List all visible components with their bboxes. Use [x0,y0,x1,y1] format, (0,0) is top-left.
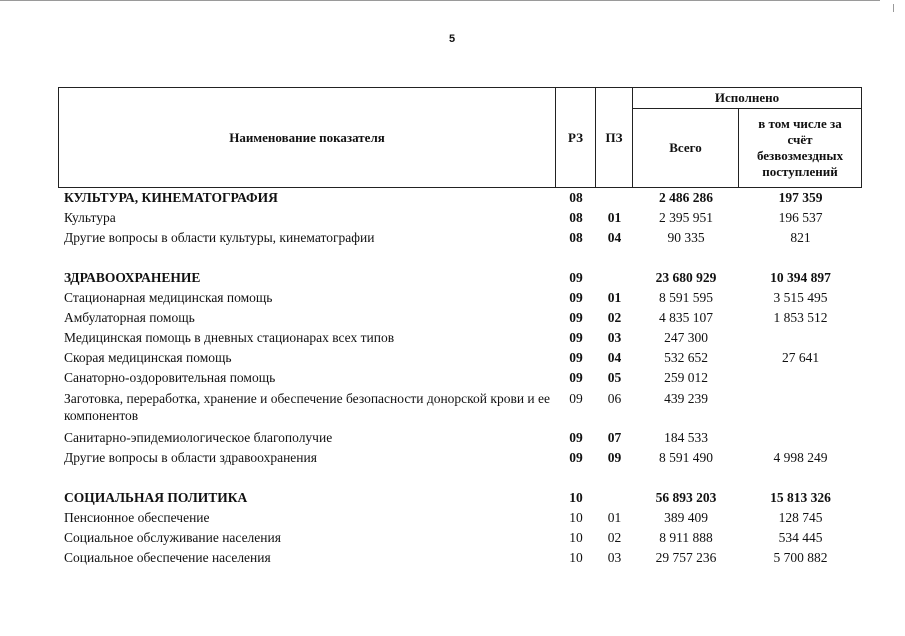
row-pz: 03 [607,330,622,345]
header-rz: РЗ [568,129,583,145]
row-pz: 04 [607,350,622,365]
row-total: 2 395 951 [659,210,713,225]
table-row [0,288,905,308]
row-rz: 09 [569,450,583,465]
row-pz: 07 [607,430,622,445]
row-free: 10 394 897 [770,270,831,285]
header-name: Наименование показателя [229,129,385,145]
row-name: Стационарная медицинская помощь [64,290,273,305]
row-name: Культура [64,210,116,225]
row-rz: 09 [569,310,583,325]
row-name: СОЦИАЛЬНАЯ ПОЛИТИКА [64,490,248,505]
table-row [0,528,905,548]
row-pz: 06 [607,391,622,406]
table-row [0,308,905,328]
row-free: 534 445 [778,530,823,545]
page-top-rule [0,0,880,1]
table-row [0,188,905,208]
row-pz: 02 [607,310,622,325]
row-rz: 08 [569,190,583,205]
row-free: 15 813 326 [770,490,831,505]
row-total: 532 652 [664,350,708,365]
page-number: 5 [448,33,456,45]
table-row [0,228,905,248]
table-row [0,488,905,508]
table-row [0,268,905,288]
row-name: Пенсионное обеспечение [64,510,210,525]
row-rz: 09 [569,350,583,365]
row-total: 4 835 107 [659,310,713,325]
row-name: Другие вопросы в области культуры, кинематографии [64,230,375,245]
row-total: 259 012 [664,370,708,385]
row-name: Скорая медицинская помощь [64,350,232,365]
table-row [0,508,905,528]
row-total: 2 486 286 [659,190,713,205]
header-free-line: поступлений [762,164,838,179]
row-free: 3 515 495 [773,290,828,305]
row-name: Другие вопросы в области здравоохранения [64,450,317,465]
row-pz: 01 [607,290,622,305]
row-name: Социальное обеспечение населения [64,550,271,565]
row-rz: 10 [569,490,583,505]
row-pz: 01 [607,510,622,525]
header-free-of-charge [739,109,861,187]
table-row [0,348,905,368]
header-free-line: безвозмездных [756,148,844,163]
header-executed: Исполнено [714,90,780,105]
table-row [0,328,905,348]
row-pz: 02 [607,530,622,545]
row-free: 196 537 [778,210,823,225]
header-total: Всего [669,140,702,155]
row-rz: 10 [569,550,583,565]
row-total: 90 335 [667,230,705,245]
row-rz: 10 [569,510,583,525]
row-total: 439 239 [664,391,708,406]
row-total: 29 757 236 [655,550,717,565]
row-name: Санаторно-оздоровительная помощь [64,370,276,385]
table-row [0,208,905,228]
row-name: КУЛЬТУРА, КИНЕМАТОГРАФИЯ [64,190,278,205]
row-pz: 01 [607,210,622,225]
row-rz: 10 [569,530,583,545]
row-free: 821 [790,230,811,245]
row-free: 197 359 [778,190,823,205]
table-row [0,389,905,425]
row-pz: 03 [607,550,622,565]
row-total: 8 591 490 [659,450,713,465]
row-rz: 09 [569,290,583,305]
row-rz: 09 [569,430,583,445]
row-free: 128 745 [778,510,823,525]
page-edge-mark [893,4,894,12]
row-rz: 09 [569,370,583,385]
row-free: 1 853 512 [773,310,828,325]
row-name: Заготовка, переработка, хранение и обеспечение безопасности донорской крови и ее компонентов [64,391,551,423]
row-pz: 05 [607,370,622,385]
table-row [0,548,905,568]
row-name: ЗДРАВООХРАНЕНИЕ [64,270,201,285]
row-free: 4 998 249 [773,450,828,465]
row-rz: 08 [569,230,583,245]
header-free-line: в том числе за [758,116,842,131]
row-name: Санитарно-эпидемиологическое благополучие [64,430,333,445]
row-pz: 04 [607,230,622,245]
header-pz: ПЗ [605,129,623,145]
row-total: 8 591 595 [659,290,713,305]
row-total: 56 893 203 [655,490,717,505]
row-name: Амбулаторная помощь [64,310,195,325]
row-rz: 09 [569,270,583,285]
row-rz: 08 [569,210,583,225]
table-row [0,448,905,468]
row-total: 389 409 [664,510,708,525]
row-rz: 09 [569,330,583,345]
table-row [0,428,905,448]
row-total: 184 533 [664,430,708,445]
row-total: 23 680 929 [655,270,717,285]
row-free: 5 700 882 [773,550,828,565]
row-name: Медицинская помощь в дневных стационарах всех типов [64,330,395,345]
header-free-line: счёт [787,132,813,147]
table-row [0,368,905,388]
row-pz: 09 [607,450,622,465]
row-total: 247 300 [664,330,708,345]
row-free: 27 641 [781,350,820,365]
row-name: Социальное обслуживание населения [64,530,281,545]
row-total: 8 911 888 [659,530,713,545]
row-rz: 09 [569,391,583,406]
